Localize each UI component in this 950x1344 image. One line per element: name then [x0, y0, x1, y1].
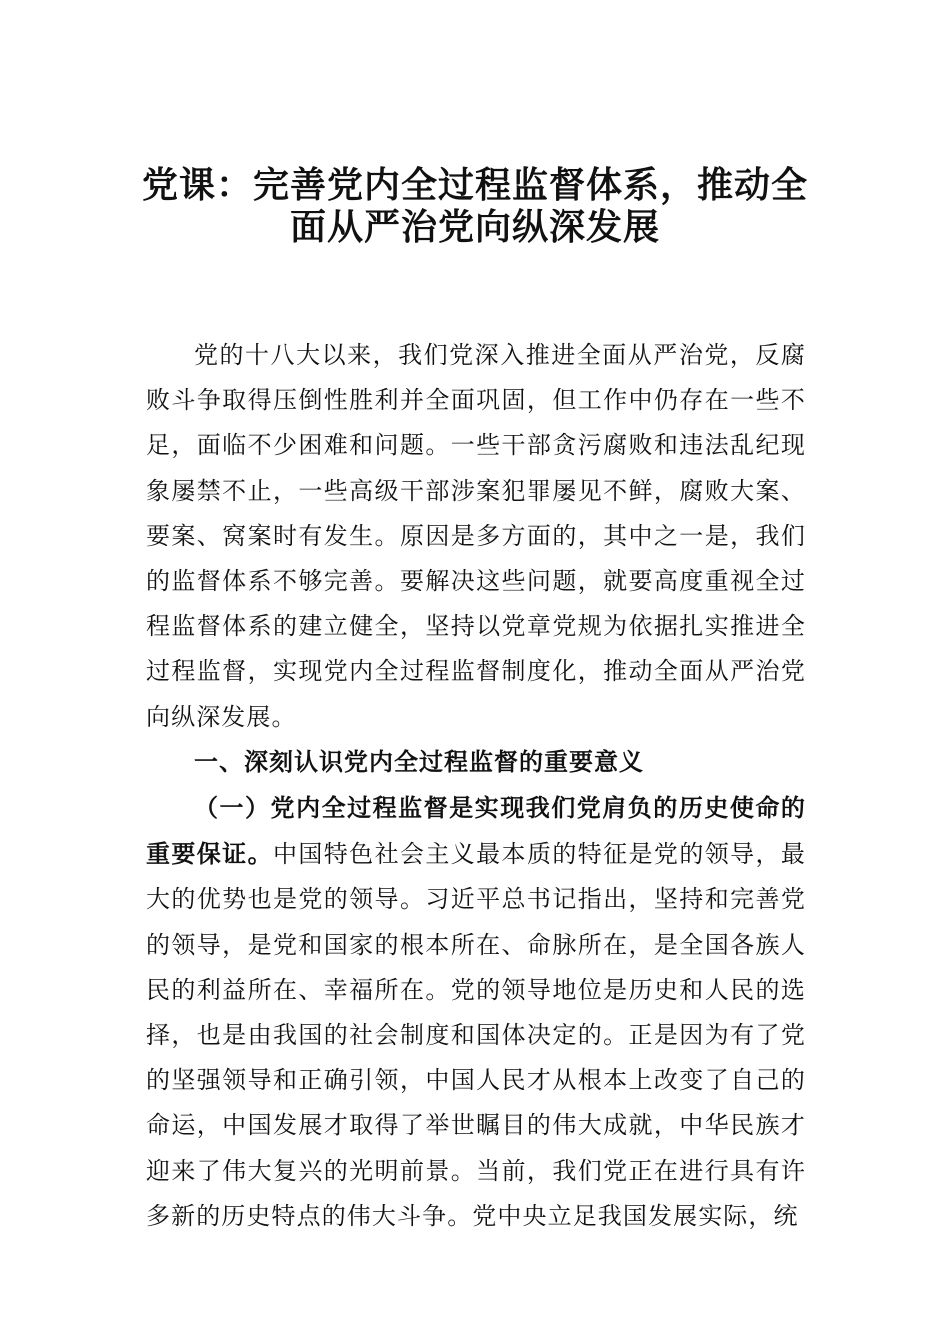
subsection-body-1: 中国特色社会主义最本质的特征是党的领导，最大的优势也是党的领导。习近平总书记指出，坚持和完善党的领导，是党和国家的根本所在、命脉所在，是全国各族人民的利益所在、幸福所在。党的领导地位是历史和人民的选择，也是由我国的社会制度和国体决定的。正是因为有了党的坚强领导和正确引领，中国人民才从根本上改变了自己的命运，中国发展才取得了举世瞩目的伟大成就，中华民族才迎来了伟大复兴的光明前景。当前，我们党正在进行具有许多新的历史特点的伟大斗争。党中央立足我国发展实际，统: [146, 840, 806, 1230]
section-heading-1: 一、深刻认识党内全过程监督的重要意义: [194, 747, 644, 776]
subsection-lead-1: （一）党内全过程监督是实现我们党肩负的历史使命的重要保证。: [146, 793, 806, 869]
document-title-line-2: 面从严治党向纵深发展: [289, 207, 660, 248]
document-body: [146, 333, 806, 1239]
subsection-paragraph-1: [146, 785, 806, 1239]
intro-paragraph: 党的十八大以来，我们党深入推进全面从严治党，反腐败斗争取得压倒性胜利并全面巩固，但工作中仍存在一些不足，面临不少困难和问题。一些干部贪污腐败和违法乱纪现象屡禁不止，一些高级干部涉案犯罪屡见不鲜，腐败大案、要案、窝案时有发生。原因是多方面的，其中之一是，我们的监督体系不够完善。要解决这些问题，就要高度重视全过程监督体系的建立健全，坚持以党章党规为依据扎实推进全过程监督，实现党内全过程监督制度化，推动全面从严治党向纵深发展。: [146, 341, 806, 731]
document-title-line-1: 党课：完善党内全过程监督体系，推动全: [141, 165, 808, 206]
